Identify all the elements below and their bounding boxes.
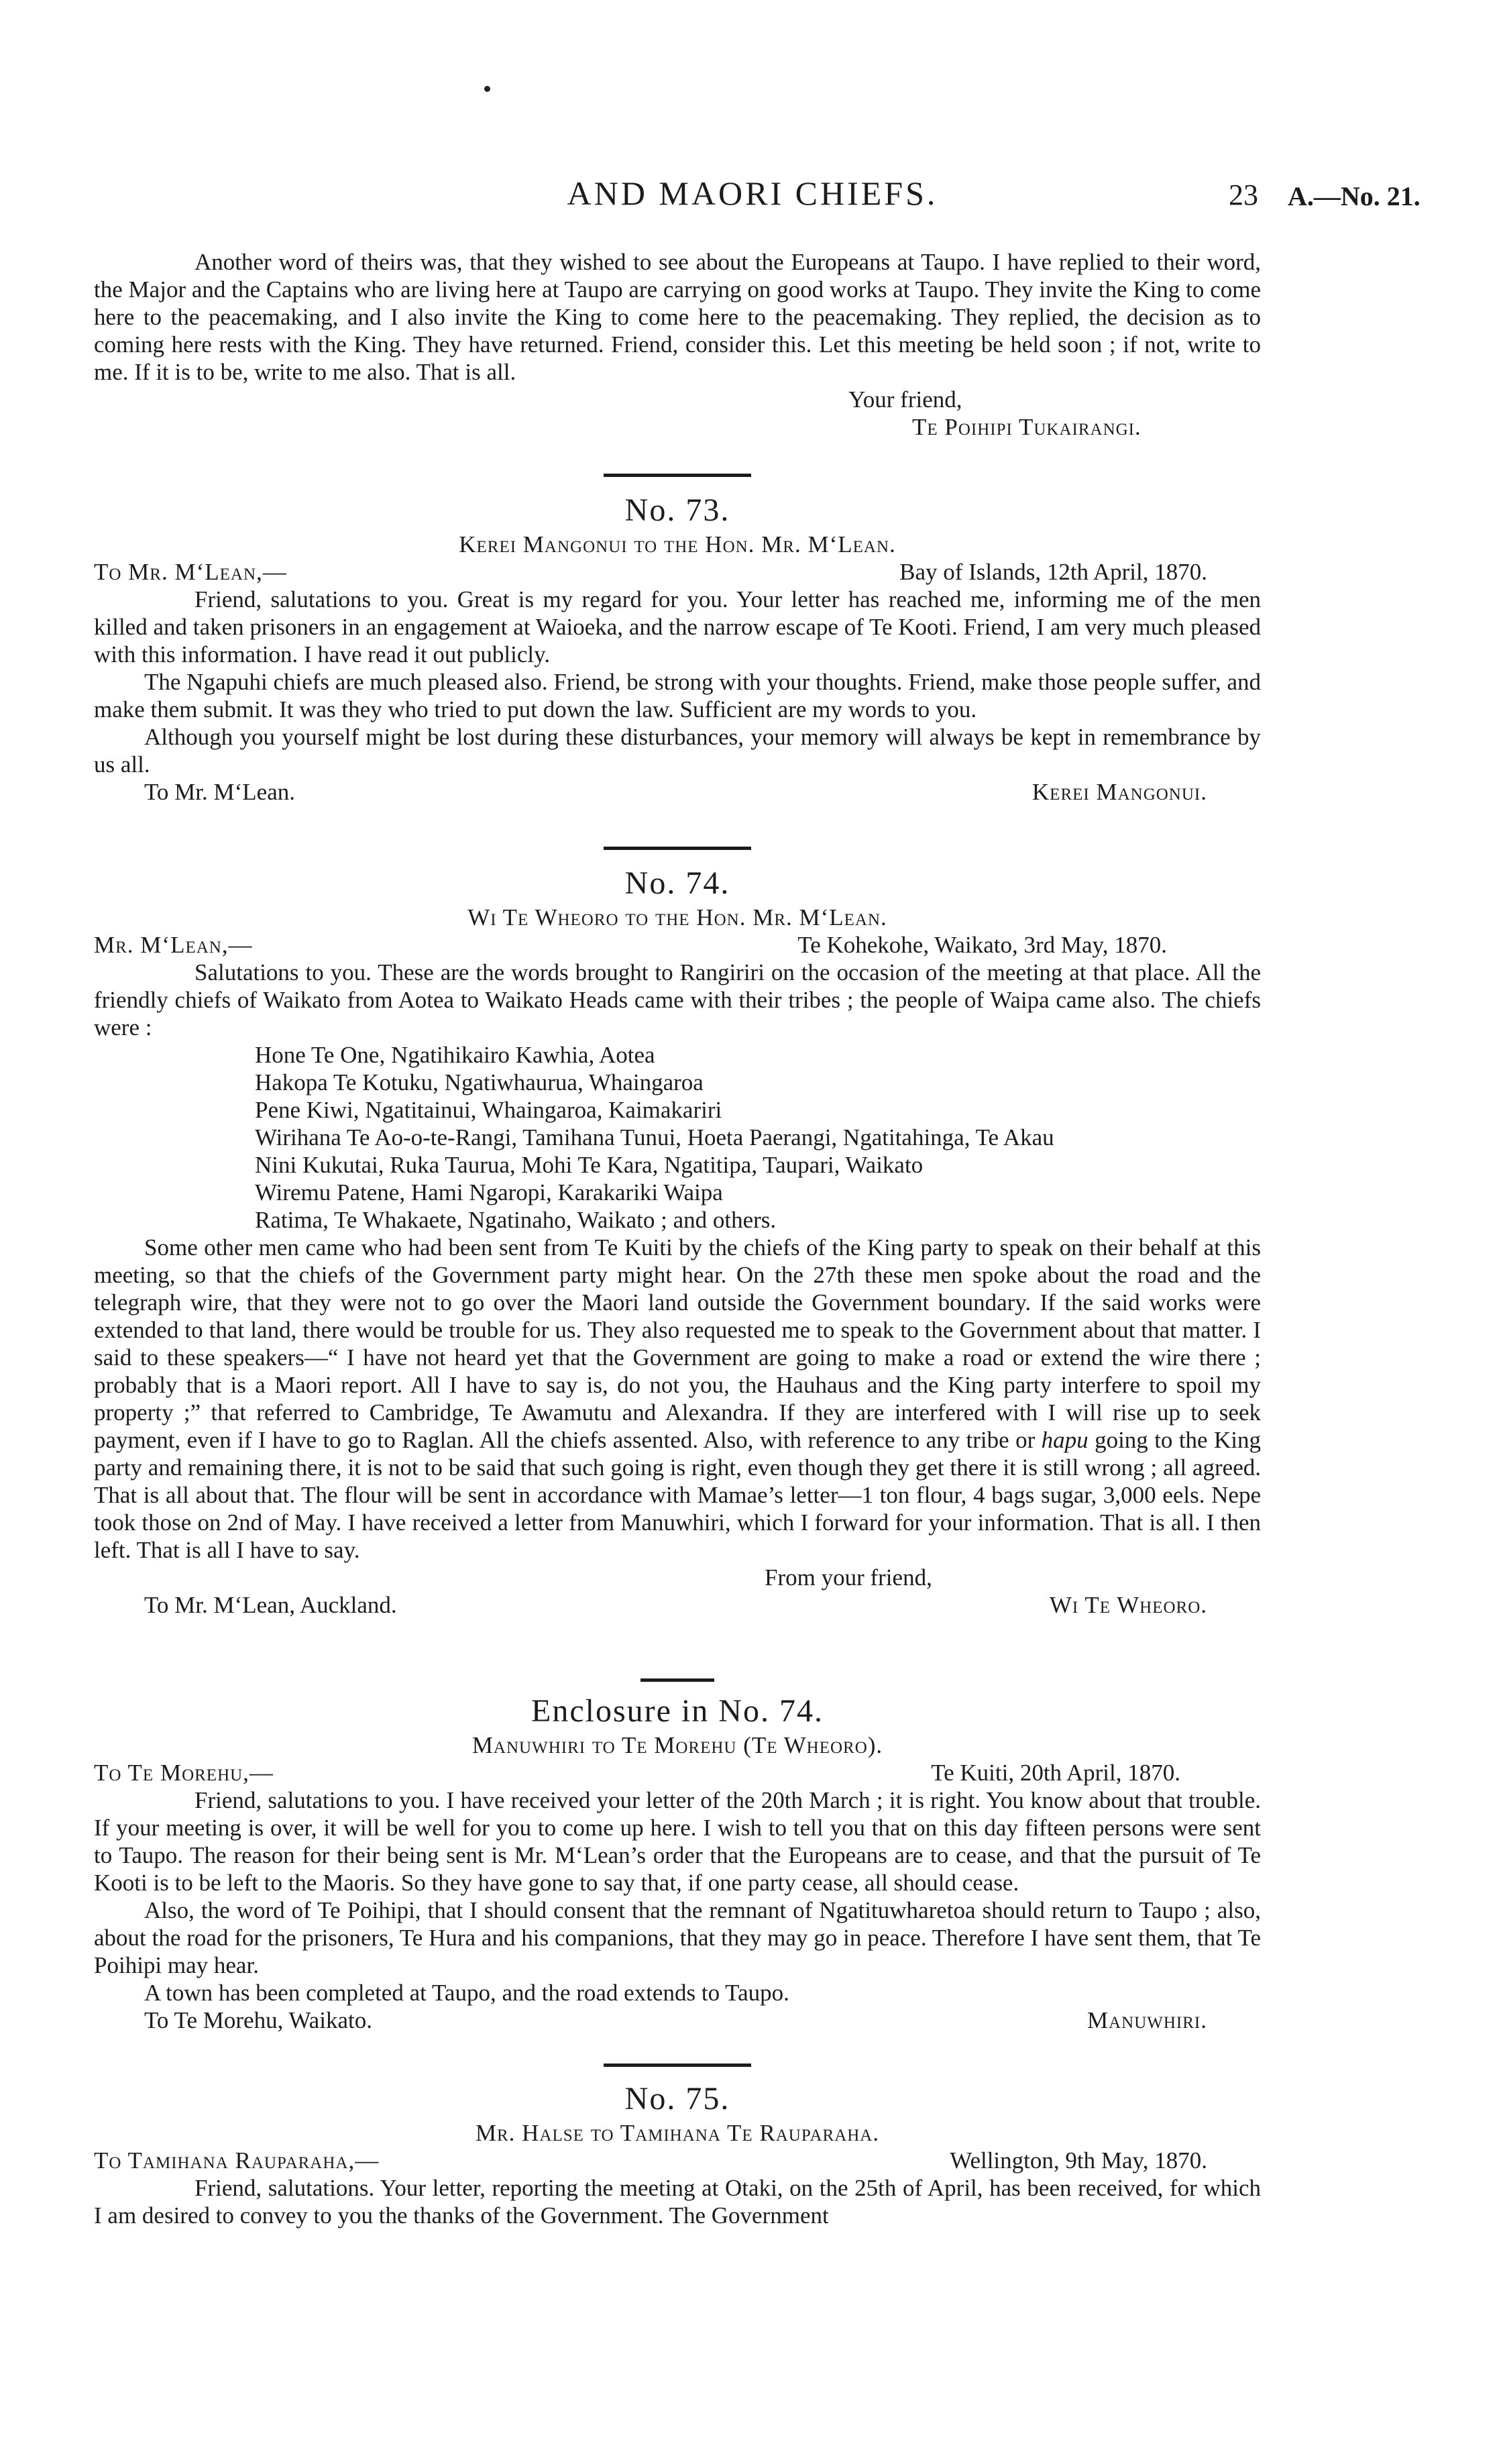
address-line xyxy=(94,1759,1261,1786)
page-number: 23 xyxy=(1229,178,1258,211)
letter-no-73 xyxy=(94,474,1261,806)
letter-subheading: Mr. Halse to Tamihana Te Rauparaha. xyxy=(475,2120,880,2146)
paragraph-text: Some other men came who had been sent from Te Kuiti by the chiefs of the King party to speak on their behalf at this meeting, so that the chiefs of the Government party might hear. On the 27th these men spoke about the road and the telegraph wire, that they were not to go over the Maori land outside the Government boundary. If the said works were extended to that land, there would be trouble for us. They also requested me to speak to the Government about that matter. I said to these speakers—“ I have not heard yet that the Government are going to make a road or extend the wire there ; probably that is a Maori report. All I have to say is, do not you, the Hauhaus and the King party interfere to spoil my property ;” that referred to Cambridge, Te Awamutu and Alexandra. If they are interfered with I will rise up to seek payment, even if I have to go to Raglan. All the chiefs assented. Also, with reference to any tribe or xyxy=(94,1234,1261,1453)
address-line xyxy=(94,558,1261,586)
letter-subheading: Kerei Mangonui to the Hon. Mr. M‘Lean. xyxy=(459,531,896,557)
signature-line xyxy=(94,2006,1261,2034)
letter-to: To Mr. M‘Lean, Auckland. xyxy=(144,1592,397,1618)
letter-place-date: Te Kohekohe, Waikato, 3rd May, 1870. xyxy=(797,932,1167,958)
letter-to: To Mr. M‘Lean. xyxy=(144,779,296,805)
letter-addressee: To Tamihana Rauparaha,— xyxy=(94,2147,380,2174)
address-line xyxy=(94,2147,1261,2174)
letter-signature: Manuwhiri. xyxy=(1086,2007,1207,2033)
letter-closing: From your friend, xyxy=(765,1564,932,1591)
letter-signature: Wi Te Wheoro. xyxy=(1049,1592,1207,1618)
section-rule xyxy=(640,1678,714,1682)
letter-subheading: Wi Te Wheoro to the Hon. Mr. M‘Lean. xyxy=(467,904,887,930)
letter-no-74 xyxy=(94,847,1261,1619)
letter-place-date: Bay of Islands, 12th April, 1870. xyxy=(899,559,1207,585)
letter-paragraph: Friend, salutations to you. Great is my regard for you. Your letter has reached me, informing me of the men killed and taken prisoners in an engagement at Waioeka, and the narrow escape of Te Kooti. Friend, I am very much pleased with this information. I have read it out publicly. xyxy=(94,586,1261,667)
intro-paragraph: Another word of theirs was, that they wished to see about the Europeans at Taupo. I have replied to their word, the Major and the Captains who are living here at Taupo are carrying on good works at Taupo. They invite the King to come here to the peacemaking, and I also invite the King to come here to the peacemaking. They replied, the decision as to coming here rests with the King. They have returned. Friend, consider this. Let this meeting be held soon ; if not, write to me. If it is to be, write to me also. That is all. xyxy=(94,249,1261,385)
chiefs-list-item: Wiremu Patene, Hami Ngaropi, Karakariki Waipa xyxy=(255,1179,723,1206)
running-title: AND MAORI CHIEFS. xyxy=(567,174,938,212)
intro-section xyxy=(94,248,1261,441)
letter-heading: Enclosure in No. 74. xyxy=(531,1693,824,1729)
section-rule xyxy=(604,2064,751,2067)
letter-paragraph: Friend, salutations to you. I have received your letter of the 20th March ; it is right. You know about that trouble. If your meeting is over, it will be well for you to come up here. I wish to tell you that on this day fifteen persons were sent to Taupo. The reason for their being sent is Mr. M‘Lean’s order that the Europeans are to cease, and that the pursuit of Te Kooti is to be left to the Maoris. So they have gone to say that, if one party cease, all should cease. xyxy=(94,1787,1261,1896)
chiefs-list-item: Nini Kukutai, Ruka Taurua, Mohi Te Kara, Ngatitipa, Taupari, Waikato xyxy=(255,1152,924,1178)
letter-heading: No. 74. xyxy=(624,865,730,901)
enclosure-no-74 xyxy=(94,1678,1261,2034)
letter-paragraph: Also, the word of Te Poihipi, that I should consent that the remnant of Ngatituwharetoa should return to Taupo ; also, about the road for the prisoners, Te Hura and his companions, that they may go in peace. Therefore I have sent them, that Te Poihipi may hear. xyxy=(94,1897,1261,1978)
letter-heading: No. 75. xyxy=(624,2081,730,2117)
chiefs-list-item: Hone Te One, Ngatihikairo Kawhia, Aotea xyxy=(255,1042,655,1068)
letter-paragraph: Although you yourself might be lost during these disturbances, your memory will always be kept in remembrance by us all. xyxy=(94,724,1261,778)
letter-no-75 xyxy=(94,2064,1261,2229)
italic-word: hapu xyxy=(1041,1427,1089,1453)
chiefs-list xyxy=(94,1041,1261,1234)
intro-signature: Te Poihipi Tukairangi. xyxy=(912,414,1141,440)
chiefs-list-item: Wirihana Te Ao-o-te-Rangi, Tamihana Tunui, Hoeta Paerangi, Ngatitahinga, Te Akau xyxy=(255,1124,1054,1150)
intro-closing: Your friend, xyxy=(848,386,962,413)
letter-paragraph xyxy=(94,1234,1261,1564)
section-rule xyxy=(604,474,751,477)
letter-paragraph: The Ngapuhi chiefs are much pleased also. Friend, be strong with your thoughts. Friend, make those people suffer, and make them submit. It was they who tried to put down the law. Sufficient are my words to you. xyxy=(94,669,1261,722)
chiefs-list-item: Pene Kiwi, Ngatitainui, Whaingaroa, Kaimakariri xyxy=(255,1097,722,1123)
letter-to: To Te Morehu, Waikato. xyxy=(144,2007,372,2033)
letter-paragraph: Friend, salutations. Your letter, reporting the meeting at Otaki, on the 25th of April, has been received, for which I am desired to convey to you the thanks of the Government. The Government xyxy=(94,2175,1261,2229)
letter-paragraph: A town has been completed at Taupo, and the road extends to Taupo. xyxy=(144,1980,789,2006)
section-rule xyxy=(604,847,751,850)
signature-line xyxy=(94,778,1261,806)
letter-addressee: Mr. M‘Lean,— xyxy=(94,932,253,958)
document-reference: A.—No. 21. xyxy=(1288,181,1420,211)
letter-addressee: To Mr. M‘Lean,— xyxy=(94,559,287,585)
letter-paragraph: Salutations to you. These are the words brought to Rangiriri on the occasion of the meeting at that place. All the friendly chiefs of Waikato from Aotea to Waikato Heads came with their tribes ; the people of Waipa came also. The chiefs were : xyxy=(94,959,1261,1040)
letter-signature: Kerei Mangonui. xyxy=(1032,779,1207,805)
chiefs-list-item: Hakopa Te Kotuku, Ngatiwhaurua, Whaingaroa xyxy=(255,1069,704,1095)
letter-heading: No. 73. xyxy=(624,492,730,528)
chiefs-list-item: Ratima, Te Whakaete, Ngatinaho, Waikato ; and others. xyxy=(255,1207,777,1233)
letter-addressee: To Te Morehu,— xyxy=(94,1760,274,1786)
signature-line xyxy=(94,1591,1261,1619)
letter-place-date: Te Kuiti, 20th April, 1870. xyxy=(931,1760,1180,1786)
address-line xyxy=(94,931,1261,959)
letter-place-date: Wellington, 9th May, 1870. xyxy=(950,2147,1207,2174)
letter-subheading: Manuwhiri to Te Morehu (Te Wheoro). xyxy=(471,1732,883,1758)
ink-dot xyxy=(484,86,490,92)
paragraph-text: going to the King party and remaining there, it is not to be said that such going is right, even though they get there it is still wrong ; all agreed. That is all about that. The flour will be sent in accordance with Mamae’s letter—1 ton flour, 4 bags sugar, 3,000 eels. Nepe took those on 2nd of May. I have received a letter from Manuwhiri, which I forward for your information. That is all. I then left. That is all I have to say. xyxy=(94,1427,1261,1563)
